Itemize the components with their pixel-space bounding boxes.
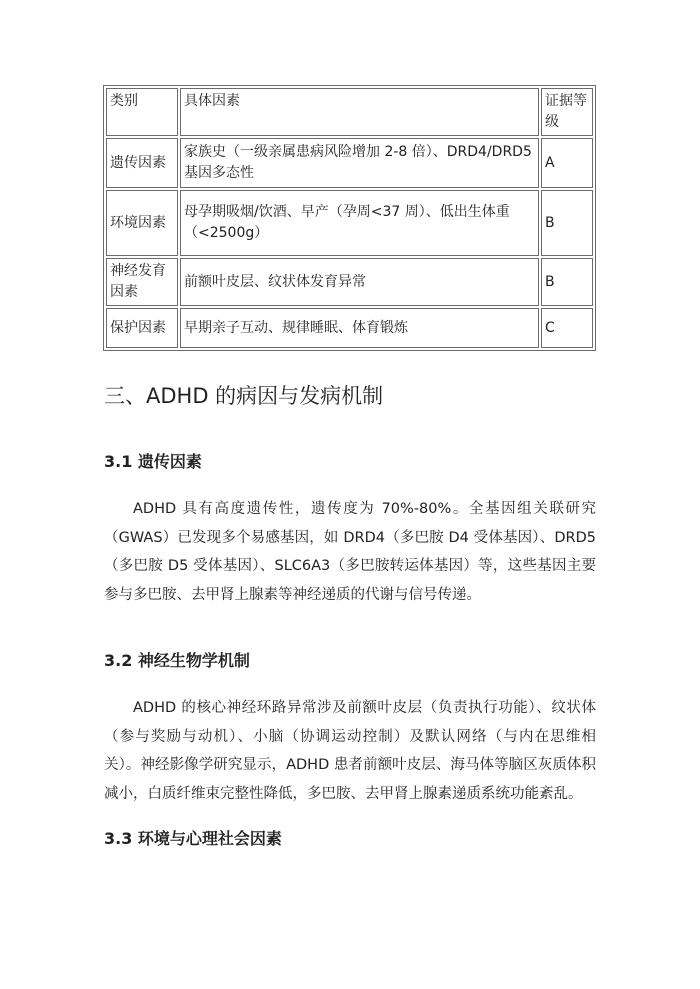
header-category: 类别 [106,88,178,136]
subsection-heading-genetic: 3.1 遗传因素 [104,452,202,471]
grade-cell: B [541,258,593,306]
category-cell: 神经发育因素 [106,258,178,306]
factors-cell: 家族史（一级亲属患病风险增加 2-8 倍）、DRD4/DRD5 基因多态性 [180,138,539,188]
table-row [106,258,593,306]
category-cell: 遗传因素 [106,138,178,188]
table-row [106,308,593,348]
section-heading: 三、ADHD 的病因与发病机制 [104,384,384,408]
factors-cell: 前额叶皮层、纹状体发育异常 [180,258,539,306]
table-row [106,138,593,188]
grade-cell: B [541,190,593,256]
grade-cell: C [541,308,593,348]
table-row [106,190,593,256]
subsection-heading-neurobiology: 3.2 神经生物学机制 [104,651,250,670]
header-grade: 证据等级 [541,88,593,136]
header-factors: 具体因素 [180,88,539,136]
factors-cell: 早期亲子互动、规律睡眠、体育锻炼 [180,308,539,348]
paragraph-neurobiology: ADHD 的核心神经环路异常涉及前额叶皮层（负责执行功能）、纹状体（参与奖励与动机）、小脑（协调运动控制）及默认网络（与内在思维相关）。神经影像学研究显示，ADHD 患者前额叶皮层、海马体等脑区灰质体积减小，白质纤维束完整性降低，多巴胺、去甲肾上腺素递质系统功能紊乱。 [104,700,596,802]
table-header-row [106,88,593,136]
subsection-heading-environment: 3.3 环境与心理社会因素 [104,829,282,848]
paragraph-genetic: ADHD 具有高度遗传性，遗传度为 70%-80%。全基因组关联研究（GWAS）已发现多个易感基因，如 DRD4（多巴胺 D4 受体基因）、DRD5（多巴胺 D5 受体基因）、SLC6A3（多巴胺转运体基因）等，这些基因主要参与多巴胺、去甲肾上腺素等神经递质的代谢与信号传递。 [104,501,596,603]
factors-cell: 母孕期吸烟/饮酒、早产（孕周<37 周）、低出生体重（<2500g） [180,190,539,256]
category-cell: 保护因素 [106,308,178,348]
category-cell: 环境因素 [106,190,178,256]
grade-cell: A [541,138,593,188]
risk-factor-table [103,85,596,351]
